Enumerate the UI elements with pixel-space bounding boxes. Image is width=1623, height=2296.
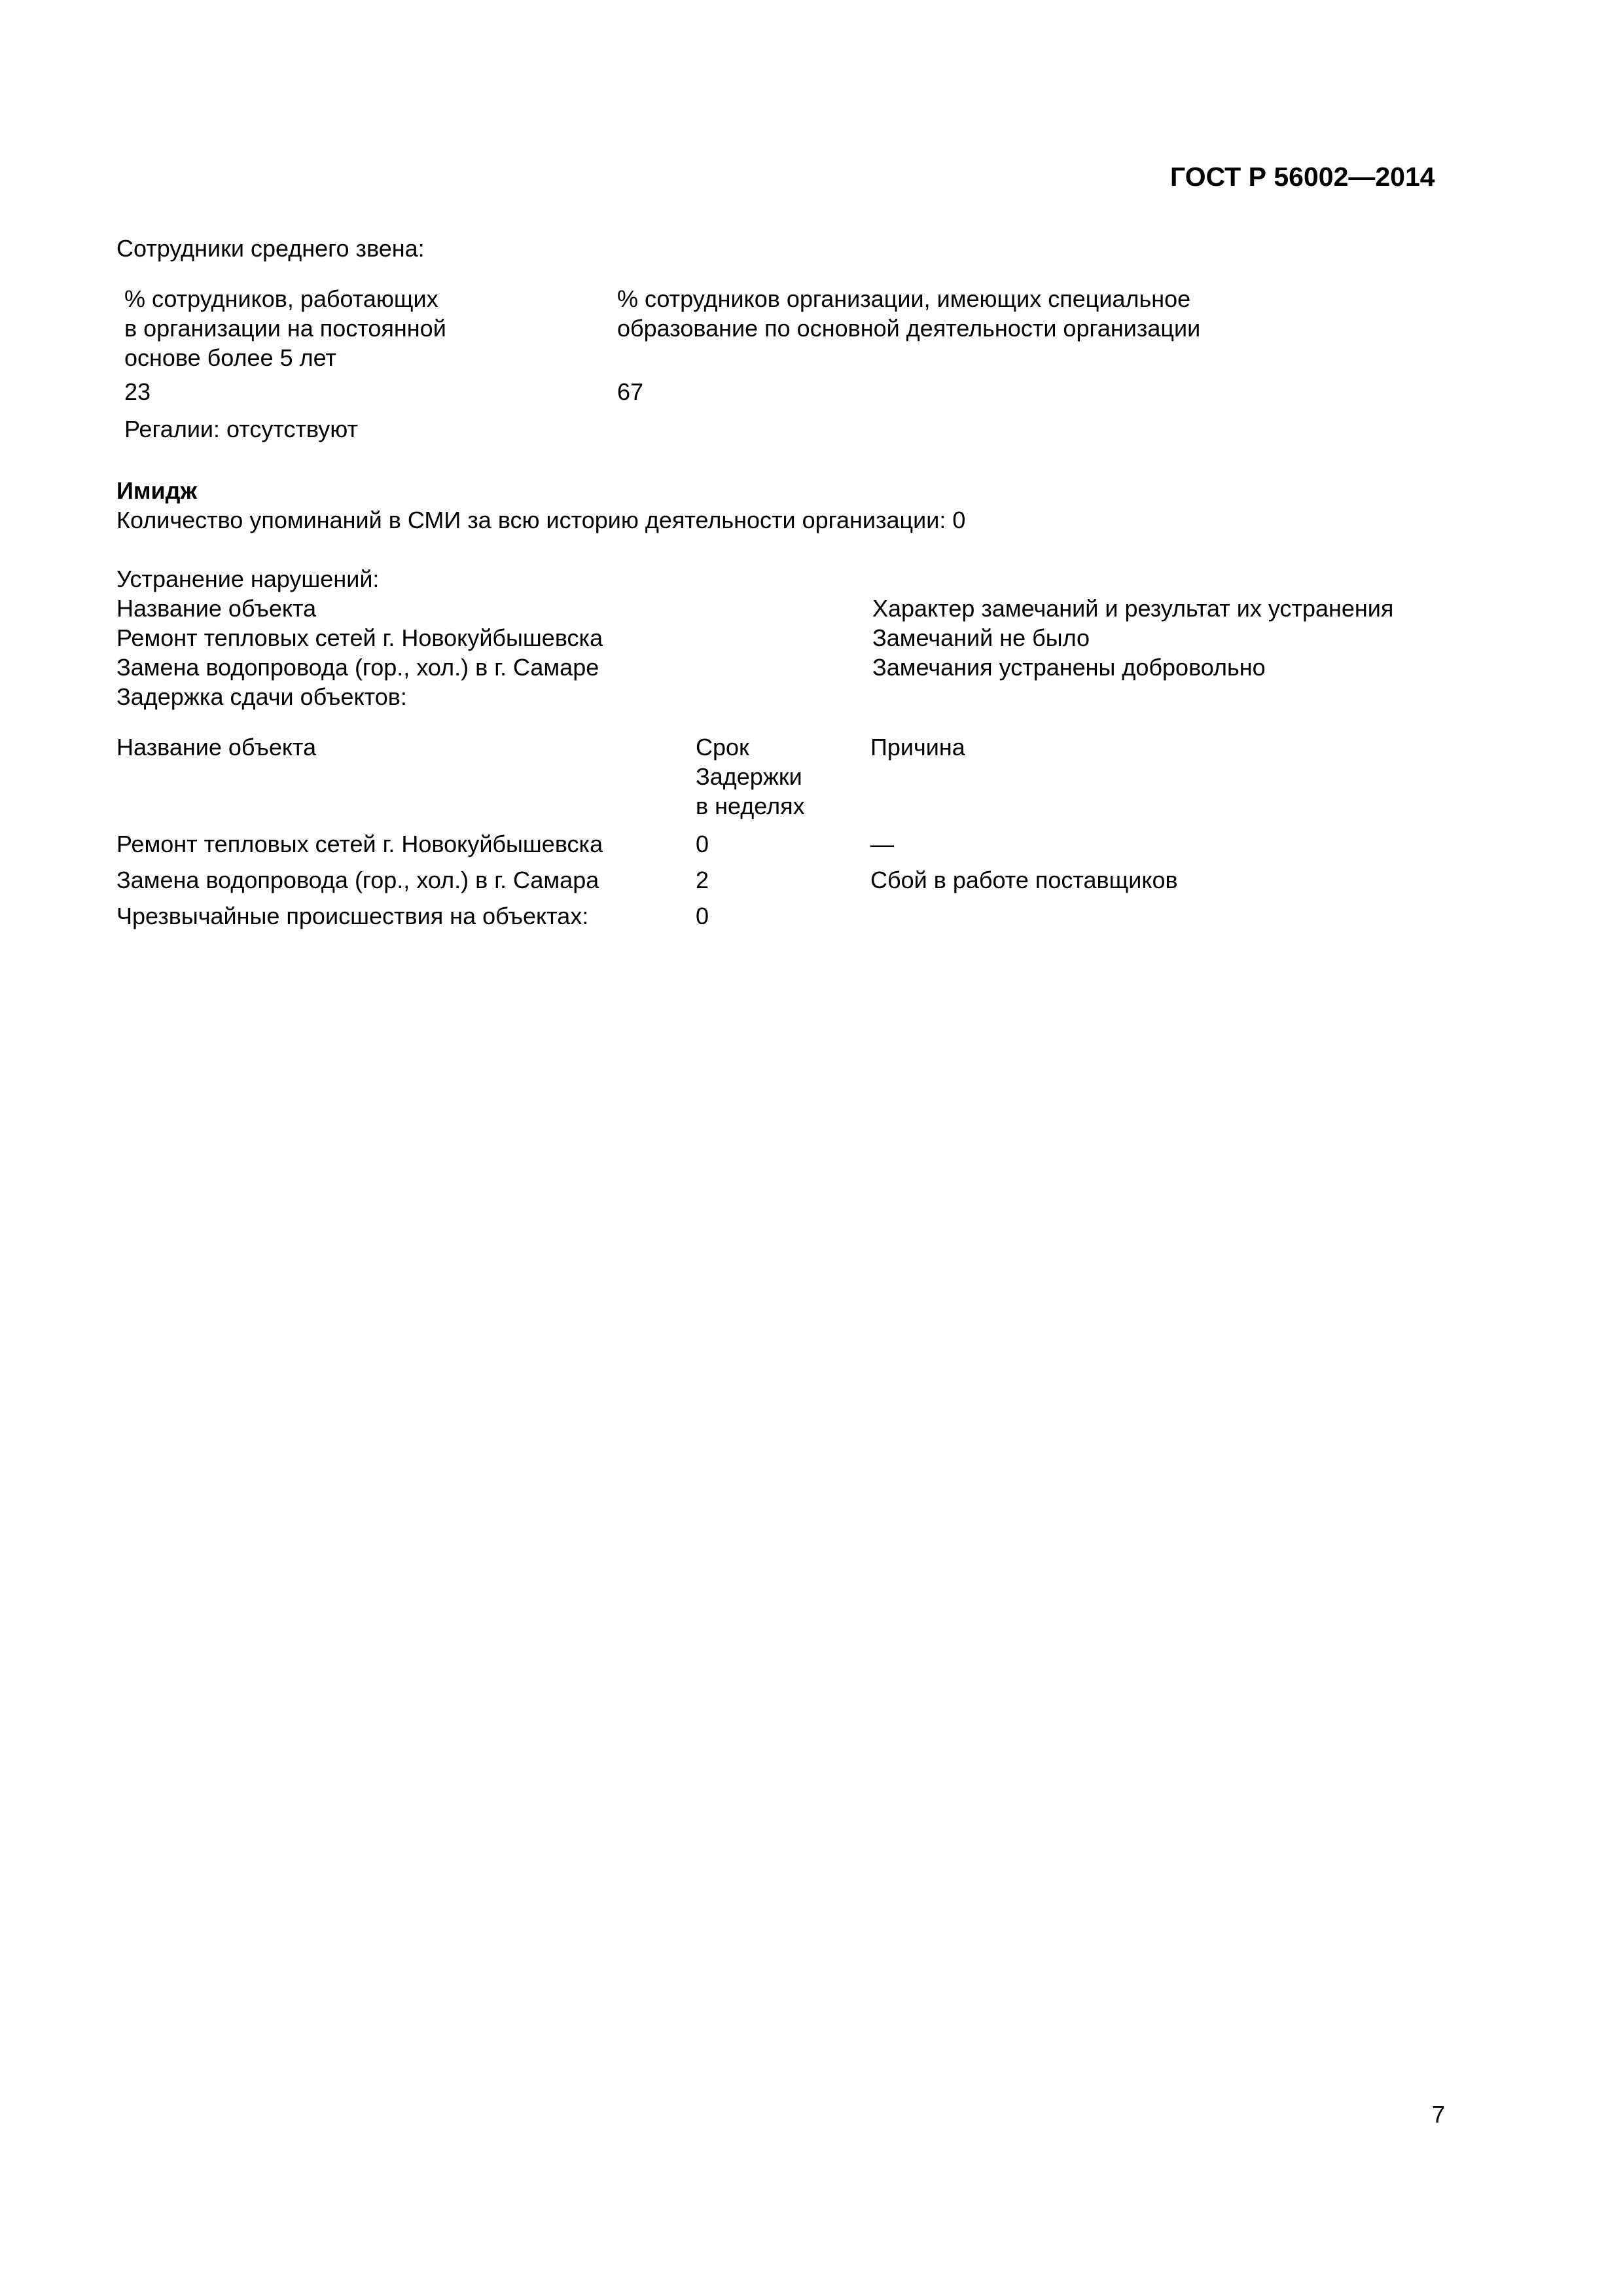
- delays-col2-header-line3: в неделях: [696, 793, 805, 819]
- violations-row-object: Замена водопровода (гор., хол.) в г. Самаре: [116, 654, 599, 681]
- violations-title: Устранение нарушений:: [116, 565, 380, 592]
- violations-col2-header: Характер замечаний и результат их устранения: [872, 595, 1394, 622]
- delays-row-reason: —: [870, 831, 894, 857]
- violations-row-result: Замечания устранены добровольно: [872, 654, 1266, 681]
- delays-row-reason: Сбой в работе поставщиков: [870, 867, 1178, 893]
- violations-row-result: Замечаний не было: [872, 624, 1090, 651]
- violations-col1-header: Название объекта: [116, 595, 317, 622]
- delays-row-object: Ремонт тепловых сетей г. Новокуйбышевска: [116, 831, 603, 857]
- delays-row-weeks: 0: [696, 831, 709, 857]
- staff-col1-value: 23: [124, 378, 151, 405]
- staff-col2-value: 67: [617, 378, 644, 405]
- staff-col1-header-line2: в организации на постоянной: [124, 315, 446, 342]
- delays-col3-header: Причина: [870, 734, 965, 761]
- staff-col1-header-line3: основе более 5 лет: [124, 344, 336, 371]
- page-number: 7: [1432, 2101, 1446, 2128]
- violations-row-object: Ремонт тепловых сетей г. Новокуйбышевска: [116, 624, 603, 651]
- delays-row-object: Чрезвычайные происшествия на объектах:: [116, 903, 589, 929]
- image-section-title: Имидж: [116, 477, 198, 504]
- delays-col2-header-line1: Срок: [696, 734, 749, 761]
- delays-col1-header: Название объекта: [116, 734, 317, 761]
- delays-title: Задержка сдачи объектов:: [116, 683, 407, 710]
- staff-col1-header-line1: % сотрудников, работающих: [124, 285, 438, 312]
- standard-number: ГОСТ Р 56002—2014: [1170, 162, 1435, 192]
- delays-col2-header-line2: Задержки: [696, 763, 802, 790]
- staff-regalia: Регалии: отсутствуют: [124, 416, 358, 442]
- delays-row-object: Замена водопровода (гор., хол.) в г. Самара: [116, 867, 599, 893]
- staff-col2-header-line1: % сотрудников организации, имеющих специальное: [617, 285, 1191, 312]
- staff-title: Сотрудники среднего звена:: [116, 235, 425, 262]
- delays-row-weeks: 0: [696, 903, 709, 929]
- staff-col2-header-line2: образование по основной деятельности организации: [617, 315, 1201, 342]
- delays-row-weeks: 2: [696, 867, 709, 893]
- media-mentions: Количество упоминаний в СМИ за всю историю деятельности организации: 0: [116, 507, 966, 533]
